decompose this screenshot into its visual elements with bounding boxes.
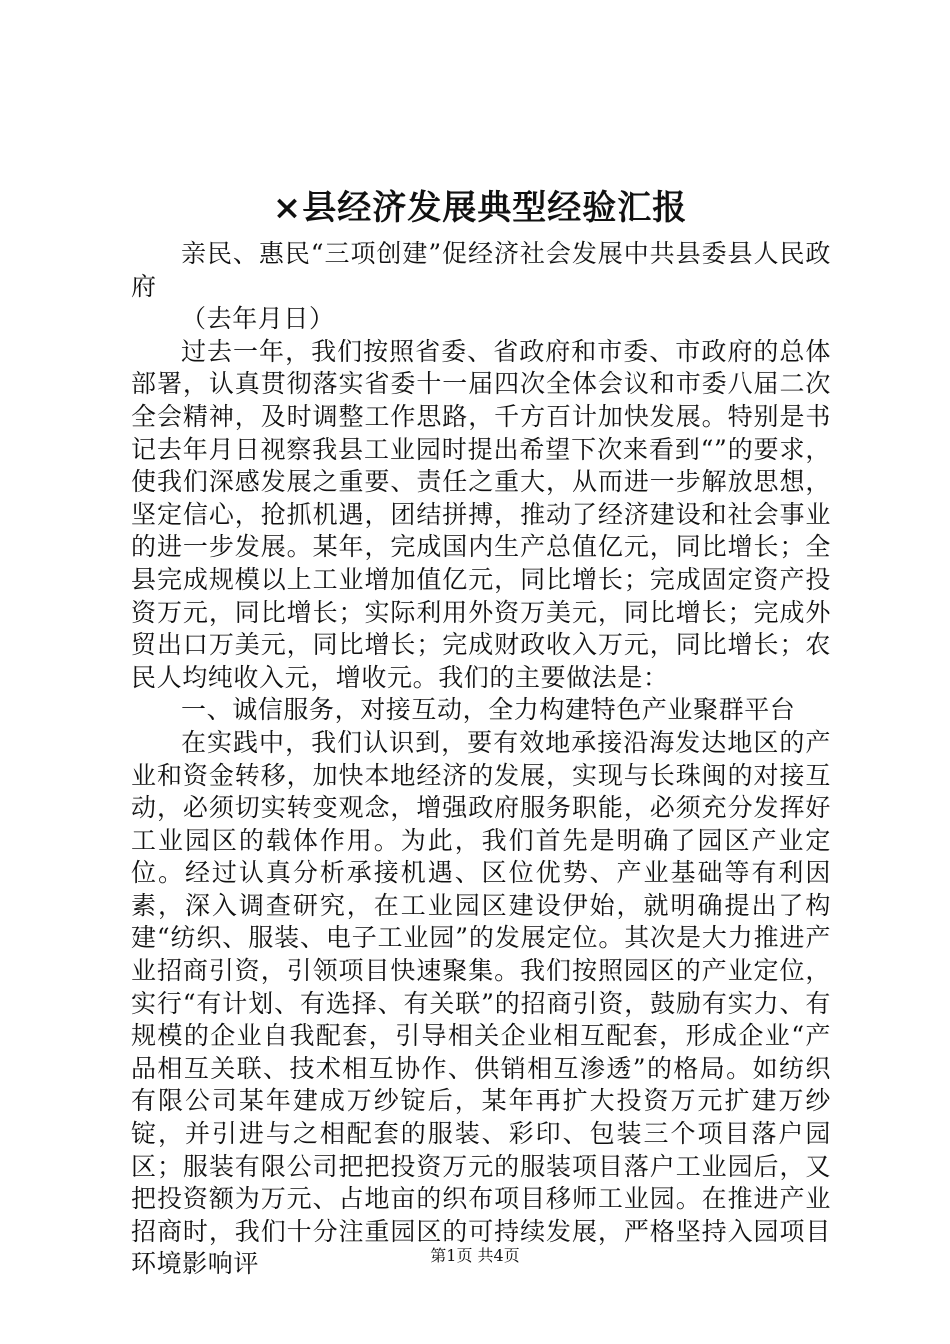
document-body (131, 238, 831, 1281)
date-paragraph: （去年月日） (181, 304, 335, 334)
subtitle-paragraph: 亲民、惠民“三项创建”促经济社会发展中共县委县人民政府 (131, 239, 831, 301)
page-footer: 第1页 共4页 (430, 1246, 520, 1265)
section-heading: 一、诚信服务，对接互动，全力构建特色产业聚群平台 (181, 695, 796, 725)
body-paragraph: 过去一年，我们按照省委、省政府和市委、市政府的总体部署，认真贯彻落实省委十一届四次全体会议和市委八届二次全会精神，及时调整工作思路，千方百计加快发展。特别是书记去年月日视察我县工业园时提出希望下次来看到“”的要求，使我们深感发展之重要、责任之重大，从而进一步解放思想，坚定信心，抢抓机遇，团结拼搏，推动了经济建设和社会事业的进一步发展。某年，完成国内生产总值亿元，同比增长；全县完成规模以上工业增加值亿元，同比增长；完成固定资产投资万元，同比增长；实际利用外资万美元，同比增长；完成外贸出口万美元，同比增长；完成财政收入万元，同比增长；农民人均纯收入元，增收元。我们的主要做法是： (131, 336, 831, 692)
document-title: ×县经济发展典型经验汇报 (272, 188, 688, 228)
body-paragraph: 在实践中，我们认识到，要有效地承接沿海发达地区的产业和资金转移，加快本地经济的发展，实现与长珠闽的对接互动，必须切实转变观念，增强政府服务职能，必须充分发挥好工业园区的载体作用。为此，我们首先是明确了园区产业定位。经过认真分析承接机遇、区位优势、产业基础等有利因素，深入调查研究，在工业园区建设伊始，就明确提出了构建“纺织、服装、电子工业园”的发展定位。其次是大力推进产业招商引资，引领项目快速聚集。我们按照园区的产业定位，实行“有计划、有选择、有关联”的招商引资，鼓励有实力、有规模的企业自我配套，引导相关企业相互配套，形成企业“产品相互关联、技术相互协作、供销相互渗透”的格局。如纺织有限公司某年建成万纱锭后，某年再扩大投资万元扩建万纱锭，并引进与之相配套的服装、彩印、包装三个项目落户园区；服装有限公司把把投资万元的服装项目落户工业园后，又把投资额为万元、占地亩的织布项目移师工业园。在推进产业招商时，我们十分注重园区的可持续发展，严格坚持入园项目环境影响评 (131, 727, 831, 1279)
